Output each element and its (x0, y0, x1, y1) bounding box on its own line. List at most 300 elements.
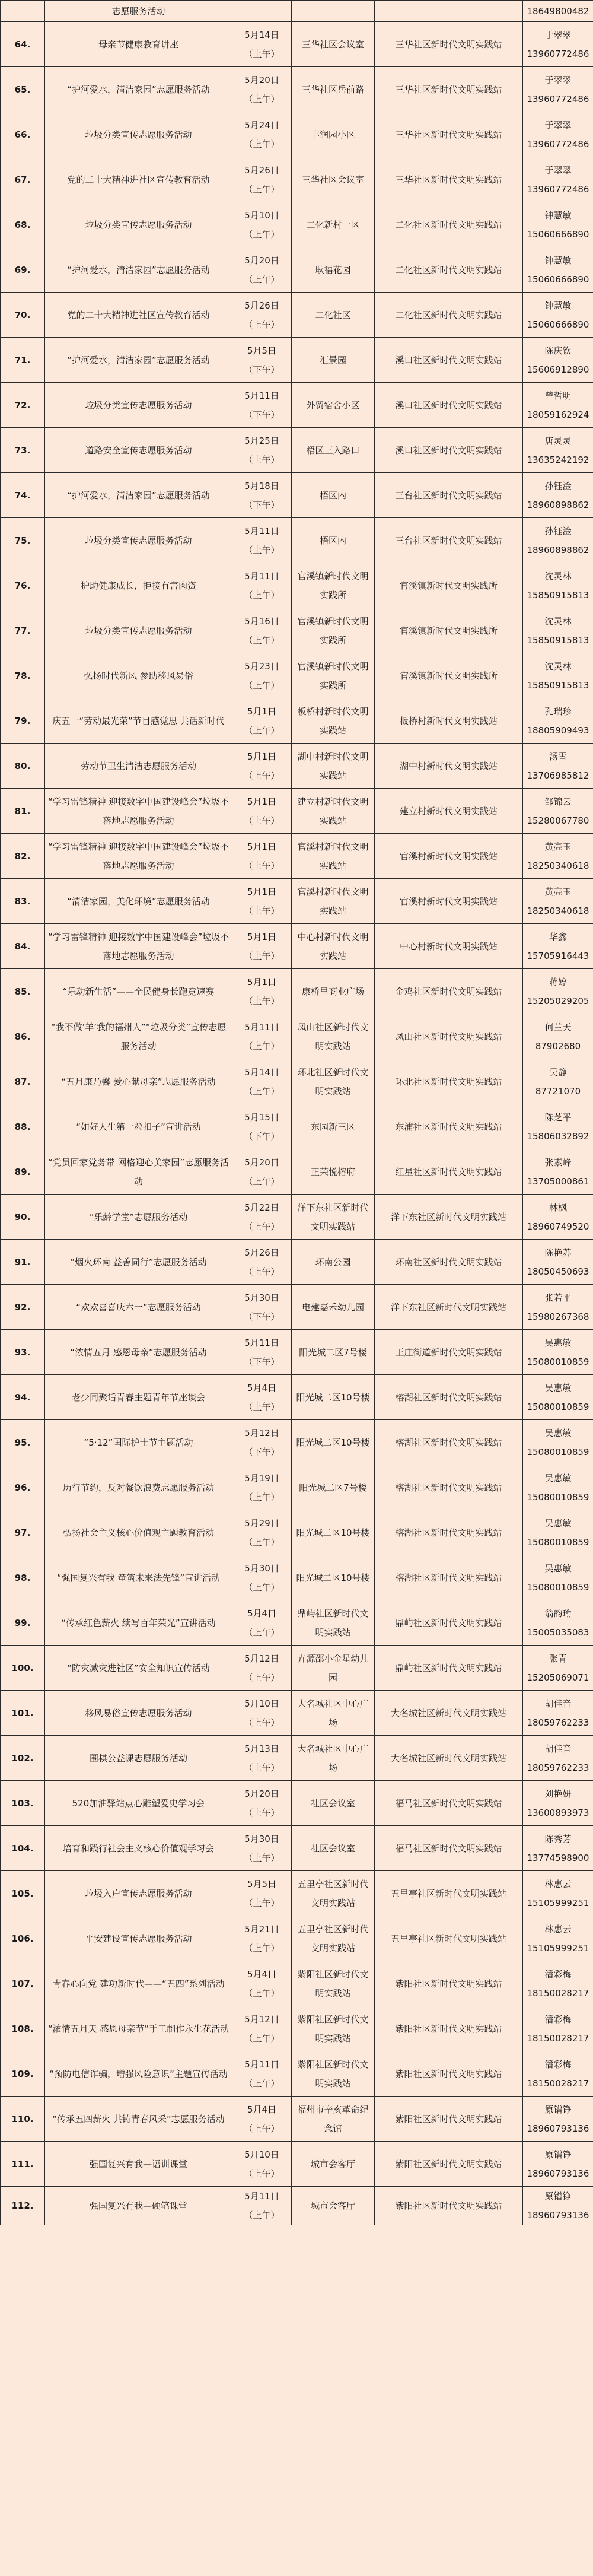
activity-theme: “护河爱水，清洁家园”志愿服务活动 (67, 354, 210, 366)
contact-person: 于翠翠 (544, 164, 572, 176)
activity-date-cell (232, 1104, 292, 1149)
activity-time-of-day: （上午） (244, 1987, 280, 1999)
row-number: 99. (14, 1617, 31, 1628)
row-number-cell (1, 1285, 45, 1330)
activity-date-cell (232, 1781, 292, 1826)
activity-place-cell (292, 1871, 375, 1916)
contact-person: 吴惠敏 (544, 1337, 572, 1348)
row-number-cell (1, 1104, 45, 1149)
contact-person: 张青 (549, 1653, 567, 1664)
activity-theme-cell (45, 112, 232, 157)
activity-date: 5月30日 (244, 1292, 279, 1303)
organizer: 金鸡社区新时代文明实践站 (395, 986, 502, 997)
contact-person: 吴静 (549, 1066, 567, 1078)
activity-theme-cell (45, 1285, 232, 1330)
organizer-cell (375, 969, 523, 1014)
activity-date-cell (232, 698, 292, 744)
activity-place: 东园新三区 (310, 1121, 355, 1132)
contact-phone: 18059762233 (527, 1762, 589, 1773)
activity-theme: 垃圾分类宣传志愿服务活动 (85, 399, 192, 411)
table-row (1, 1420, 593, 1465)
activity-theme-cell (45, 924, 232, 969)
activity-theme: 围棋公益课志愿服务活动 (89, 1752, 187, 1764)
table-row (1, 924, 593, 969)
table-row (1, 202, 593, 247)
contact-phone: 18150028217 (527, 2078, 589, 2089)
table-row (1, 338, 593, 383)
activity-place-cell (292, 338, 375, 383)
activity-place: 湖中村新时代文明实践站 (297, 751, 369, 781)
organizer-cell (375, 789, 523, 834)
row-number-cell (1, 653, 45, 698)
contact-phone: 87902680 (535, 1040, 581, 1052)
activity-date: 5月12日 (244, 2013, 279, 2025)
activity-theme-cell (45, 1375, 232, 1420)
table-row (1, 698, 593, 744)
contact-phone: 15060666890 (527, 319, 589, 330)
contact-person: 陈芝平 (544, 1111, 572, 1123)
activity-time-of-day: （上午） (244, 815, 280, 826)
activity-theme-cell (45, 1555, 232, 1600)
activity-place-cell (292, 2006, 375, 2051)
organizer-cell (375, 1510, 523, 1555)
activity-place: 板桥村新时代文明实践站 (297, 706, 369, 736)
activity-time-of-day: （下午） (244, 364, 280, 375)
activity-theme-cell (45, 2187, 232, 2225)
activity-time-of-day: （上午） (244, 2078, 280, 2089)
contact-person: 何兰天 (544, 1021, 572, 1033)
activity-theme-cell (45, 608, 232, 653)
activity-date-cell (232, 1961, 292, 2006)
organizer-cell (375, 383, 523, 428)
activity-time-of-day: （上午） (244, 1536, 280, 1548)
table-row (1, 1961, 593, 2006)
contact-phone: 18960793136 (527, 2123, 589, 2134)
contact-phone: 18805909493 (527, 725, 589, 736)
activity-date-cell (232, 473, 292, 518)
activity-place: 福州市辛亥革命纪念馆 (297, 2104, 369, 2134)
contact-person: 邹锦云 (544, 796, 572, 807)
activity-date-cell (232, 1285, 292, 1330)
activity-theme: 移风易俗宣传志愿服务活动 (85, 1707, 192, 1719)
row-number: 64. (14, 39, 31, 50)
activity-place: 阳光城二区10号楼 (296, 1392, 370, 1403)
activity-theme-cell (45, 157, 232, 202)
activity-place: 城市会客厅 (310, 2158, 355, 2170)
organizer-cell (375, 879, 523, 924)
row-number: 68. (14, 219, 31, 230)
activity-place: 城市会客厅 (310, 2200, 355, 2211)
activity-theme-cell (45, 698, 232, 744)
activity-date-cell (232, 608, 292, 653)
contact-person: 林惠云 (544, 1923, 572, 1935)
table-row (1, 2142, 593, 2187)
row-number: 102. (11, 1752, 34, 1764)
activity-date-cell (232, 1646, 292, 1691)
table-row (1, 1059, 593, 1104)
organizer-cell (375, 924, 523, 969)
table-row (1, 518, 593, 563)
activity-place: 阳光城二区7号楼 (299, 1346, 367, 1358)
activity-theme: 弘扬时代新风 参助移风易俗 (84, 670, 193, 681)
organizer: 紫阳社区新时代文明实践站 (395, 2158, 502, 2170)
contact-cell (523, 2187, 593, 2225)
organizer-cell (375, 293, 523, 338)
contact-person: 汤雪 (549, 751, 567, 762)
contact-person: 陈秀芳 (544, 1833, 572, 1844)
organizer-cell (375, 1736, 523, 1781)
activity-theme-cell (45, 1330, 232, 1375)
activity-date-cell (232, 653, 292, 698)
contact-cell (523, 1104, 593, 1149)
organizer: 洋下东社区新时代文明实践站 (390, 1211, 506, 1222)
activity-theme-cell (45, 1, 232, 22)
contact-person: 胡佳音 (544, 1698, 572, 1709)
activity-date: 5月11日 (244, 525, 279, 536)
activity-theme-cell (45, 1826, 232, 1871)
activity-theme: 党的二十大精神进社区宣传教育活动 (67, 309, 210, 320)
activity-place-cell (292, 879, 375, 924)
activity-theme-cell (45, 1961, 232, 2006)
activity-theme-cell (45, 744, 232, 789)
activity-date-cell (232, 879, 292, 924)
contact-person: 刘艳妍 (544, 1788, 572, 1799)
activity-place-cell (292, 834, 375, 879)
organizer-cell (375, 563, 523, 608)
contact-person: 华鑫 (549, 931, 567, 942)
activity-theme: “浓情五月 感恩母亲”志愿服务活动 (70, 1346, 207, 1358)
activity-time-of-day: （上午） (244, 454, 280, 465)
contact-phone: 18059162924 (527, 409, 589, 420)
activity-date-cell (232, 1600, 292, 1646)
activity-date-cell (232, 518, 292, 563)
contact-person: 潘彩梅 (544, 2059, 572, 2070)
row-number-cell (1, 428, 45, 473)
activity-theme: “护河爱水，清洁家园”志愿服务活动 (67, 264, 210, 275)
organizer: 三华社区新时代文明实践站 (395, 174, 502, 185)
activity-date: 5月1日 (247, 931, 277, 942)
contact-phone: 15850915813 (527, 589, 589, 601)
table-row (1, 744, 593, 789)
row-number-cell (1, 744, 45, 789)
organizer-cell (375, 1014, 523, 1059)
activity-date-cell (232, 834, 292, 879)
organizer: 紫阳社区新时代文明实践站 (395, 2023, 502, 2034)
activity-theme: “护河爱水，清洁家园”志愿服务活动 (67, 490, 210, 501)
activity-place: 官溪镇新时代文明实践所 (297, 615, 369, 646)
contact-cell (523, 67, 593, 112)
activity-time-of-day: （上午） (244, 905, 280, 916)
contact-phone: 18250340618 (527, 905, 589, 916)
row-number: 88. (14, 1121, 31, 1132)
activity-place-cell (292, 1104, 375, 1149)
activity-theme: 垃圾分类宣传志愿服务活动 (85, 535, 192, 546)
activity-time-of-day: （上午） (244, 1672, 280, 1683)
contact-cell (523, 698, 593, 744)
organizer: 三华社区新时代文明实践站 (395, 129, 502, 140)
activity-theme-cell (45, 67, 232, 112)
activity-date: 5月1日 (247, 886, 277, 897)
activity-place-cell (292, 67, 375, 112)
activity-place-cell (292, 1059, 375, 1104)
activity-theme-cell (45, 653, 232, 698)
activity-theme: “欢欢喜喜庆六一”志愿服务活动 (76, 1301, 201, 1313)
row-number-cell (1, 2006, 45, 2051)
activity-time-of-day: （上午） (244, 183, 280, 195)
activity-date-cell (232, 924, 292, 969)
activity-theme: 平安建设宣传志愿服务活动 (85, 1933, 192, 1944)
table-row (1, 473, 593, 518)
contact-cell (523, 22, 593, 67)
row-number-cell (1, 1510, 45, 1555)
contact-person: 原镨铮 (544, 2104, 572, 2115)
activity-date-cell (232, 112, 292, 157)
table-row (1, 1781, 593, 1826)
contact-cell (523, 1059, 593, 1104)
contact-phone: 13706985812 (527, 770, 589, 781)
activity-date-cell (232, 2187, 292, 2225)
activity-time-of-day: （上午） (244, 1942, 280, 1954)
contact-phone: 15205029205 (527, 995, 589, 1006)
activity-theme-cell (45, 2006, 232, 2051)
activity-place: 正荣悦榕府 (310, 1166, 355, 1177)
contact-phone: 18150028217 (527, 1987, 589, 1999)
row-number-cell (1, 789, 45, 834)
activity-date-cell (232, 1240, 292, 1285)
organizer-cell (375, 698, 523, 744)
activity-place: 凤山社区新时代文明实践站 (297, 1021, 369, 1052)
organizer: 紫阳社区新时代文明实践站 (395, 2068, 502, 2079)
table-row (1, 1, 593, 22)
organizer-cell (375, 2006, 523, 2051)
table-row (1, 1826, 593, 1871)
contact-cell (523, 2006, 593, 2051)
contact-phone: 13635242192 (527, 454, 589, 465)
activity-theme: 弘扬社会主义核心价值观主题教育活动 (62, 1527, 214, 1538)
row-number-cell (1, 698, 45, 744)
activity-date-cell (232, 563, 292, 608)
activity-place: 官溪镇新时代文明实践所 (297, 570, 369, 601)
activity-date-cell (232, 293, 292, 338)
activity-date: 5月20日 (244, 255, 279, 266)
row-number: 97. (14, 1527, 31, 1538)
activity-theme-cell (45, 518, 232, 563)
activity-date: 5月24日 (244, 119, 279, 131)
activity-time-of-day: （上午） (244, 228, 280, 240)
activity-date-cell (232, 22, 292, 67)
activity-time-of-day: （上午） (244, 2168, 280, 2179)
activity-date-cell (232, 428, 292, 473)
activity-date: 5月12日 (244, 1427, 279, 1438)
organizer-cell (375, 1330, 523, 1375)
contact-cell (523, 1691, 593, 1736)
row-number: 72. (14, 399, 31, 411)
activity-theme-cell (45, 1871, 232, 1916)
contact-cell (523, 789, 593, 834)
contact-cell (523, 1014, 593, 1059)
activity-theme-cell (45, 1149, 232, 1195)
activity-place-cell (292, 563, 375, 608)
row-number: 84. (14, 941, 31, 952)
contact-phone: 15280067780 (527, 815, 589, 826)
row-number: 107. (11, 1978, 34, 1989)
organizer: 溪口社区新时代文明实践站 (395, 354, 502, 366)
row-number-cell (1, 1195, 45, 1240)
table-row (1, 1149, 593, 1195)
row-number: 77. (14, 625, 31, 636)
activity-place-cell (292, 247, 375, 293)
table-row (1, 383, 593, 428)
row-number-cell (1, 67, 45, 112)
organizer: 榕湖社区新时代文明实践站 (395, 1572, 502, 1583)
activity-date: 5月20日 (244, 74, 279, 85)
contact-person: 吴惠敏 (544, 1472, 572, 1484)
activity-place-cell (292, 202, 375, 247)
activity-place: 梧区内 (319, 490, 346, 501)
activity-theme: 强国复兴有我—语训课堂 (89, 2158, 187, 2170)
contact-person: 吴惠敏 (544, 1382, 572, 1393)
activity-time-of-day: （上午） (244, 860, 280, 871)
activity-place: 丰润园小区 (310, 129, 355, 140)
contact-cell (523, 1, 593, 22)
activity-place: 三华社区岳前路 (301, 84, 364, 95)
activity-time-of-day: （上午） (244, 1176, 280, 1187)
organizer-cell (375, 428, 523, 473)
organizer-cell (375, 22, 523, 67)
table-row (1, 1736, 593, 1781)
contact-person: 吴惠敏 (544, 1562, 572, 1574)
organizer: 榕湖社区新时代文明实践站 (395, 1482, 502, 1493)
activity-date: 5月16日 (244, 615, 279, 627)
activity-theme-cell (45, 202, 232, 247)
contact-phone: 15080010859 (527, 1401, 589, 1412)
activity-place: 二化社区 (315, 309, 351, 320)
contact-cell (523, 608, 593, 653)
row-number-cell (1, 1916, 45, 1961)
row-number-cell (1, 834, 45, 879)
organizer: 建立村新时代文明实践站 (399, 805, 498, 817)
organizer-cell (375, 1465, 523, 1510)
activity-date: 5月1日 (247, 976, 277, 987)
organizer: 中心村新时代文明实践站 (399, 941, 498, 952)
activity-date-cell (232, 1736, 292, 1781)
contact-phone: 13705000861 (527, 1176, 589, 1187)
row-number: 100. (11, 1662, 34, 1673)
organizer: 紫阳社区新时代文明实践站 (395, 2113, 502, 2124)
activity-place-cell (292, 473, 375, 518)
contact-cell (523, 293, 593, 338)
activity-place-cell (292, 1, 375, 22)
row-number: 75. (14, 535, 31, 546)
row-number: 89. (14, 1166, 31, 1177)
contact-person: 陈庆钦 (544, 345, 572, 356)
activity-place: 卉源邵小金星幼儿园 (297, 1653, 369, 1683)
table-row (1, 1240, 593, 1285)
activity-time-of-day: （下午） (244, 1311, 280, 1322)
row-number-cell (1, 1330, 45, 1375)
activity-theme: 党的二十大精神进社区宣传教育活动 (67, 174, 210, 185)
activity-time-of-day: （上午） (244, 770, 280, 781)
contact-cell (523, 383, 593, 428)
table-row (1, 247, 593, 293)
activity-place: 官溪村新时代文明实践站 (297, 886, 369, 916)
table-row (1, 1691, 593, 1736)
contact-cell (523, 1195, 593, 1240)
contact-phone: 18050450693 (527, 1266, 589, 1277)
row-number-cell (1, 1871, 45, 1916)
activity-theme-cell (45, 1736, 232, 1781)
organizer-cell (375, 112, 523, 157)
organizer-cell (375, 1104, 523, 1149)
organizer: 板桥村新时代文明实践站 (399, 715, 498, 726)
activity-time-of-day: （上午） (244, 950, 280, 961)
organizer: 官溪镇新时代文明实践所 (399, 580, 498, 591)
row-number: 96. (14, 1482, 31, 1493)
activity-time-of-day: （上午） (244, 1762, 280, 1773)
activity-theme: “护河爱水，清洁家园”志愿服务活动 (67, 84, 210, 95)
activity-place-cell (292, 1691, 375, 1736)
activity-time-of-day: （下午） (244, 409, 280, 420)
organizer: 官溪村新时代文明实践站 (399, 850, 498, 862)
contact-person: 钟慧敏 (544, 300, 572, 311)
activity-place: 环北社区新时代文明实践站 (297, 1066, 369, 1097)
organizer: 榕湖社区新时代文明实践站 (395, 1437, 502, 1448)
organizer-cell (375, 1646, 523, 1691)
organizer-cell (375, 67, 523, 112)
activity-place-cell (292, 698, 375, 744)
organizer-cell (375, 1285, 523, 1330)
row-number-cell (1, 924, 45, 969)
contact-cell (523, 1149, 593, 1195)
activity-place: 阳光城二区7号楼 (299, 1482, 367, 1493)
activity-place: 大名城社区中心广场 (297, 1698, 369, 1728)
row-number: 65. (14, 84, 31, 95)
organizer: 五里亭社区新时代文明实践站 (390, 1888, 506, 1899)
activity-time-of-day: （上午） (244, 2032, 280, 2044)
activity-date-cell (232, 338, 292, 383)
organizer-cell (375, 653, 523, 698)
contact-person: 张素峰 (544, 1157, 572, 1168)
contact-person: 于翠翠 (544, 119, 572, 131)
activity-date-cell (232, 1, 292, 22)
activity-theme: “防灾减灾进社区”安全知识宣传活动 (67, 1662, 210, 1673)
organizer-cell (375, 1691, 523, 1736)
row-number-cell (1, 1961, 45, 2006)
activity-date: 5月12日 (244, 1653, 279, 1664)
activity-place: 五里亭社区新时代文明实践站 (297, 1878, 369, 1908)
activity-date-cell (232, 1510, 292, 1555)
activity-theme-cell (45, 383, 232, 428)
contact-person: 蒋婷 (549, 976, 567, 987)
activity-time-of-day: （下午） (244, 1446, 280, 1457)
activity-theme-cell (45, 1646, 232, 1691)
table-row (1, 1555, 593, 1600)
activity-date: 5月1日 (247, 796, 277, 807)
row-number-cell (1, 1646, 45, 1691)
activity-theme: 劳动节卫生清洁志愿服务活动 (80, 760, 196, 771)
row-number: 90. (14, 1211, 31, 1222)
activity-place-cell (292, 428, 375, 473)
table-row (1, 2187, 593, 2225)
activity-time-of-day: （下午） (244, 1356, 280, 1367)
table-row (1, 1600, 593, 1646)
activity-place-cell (292, 1240, 375, 1285)
organizer-cell (375, 834, 523, 879)
activity-time-of-day: （下午） (244, 499, 280, 510)
contact-phone: 13960772486 (527, 48, 589, 59)
contact-phone: 18649800482 (527, 5, 589, 17)
row-number: 93. (14, 1346, 31, 1358)
